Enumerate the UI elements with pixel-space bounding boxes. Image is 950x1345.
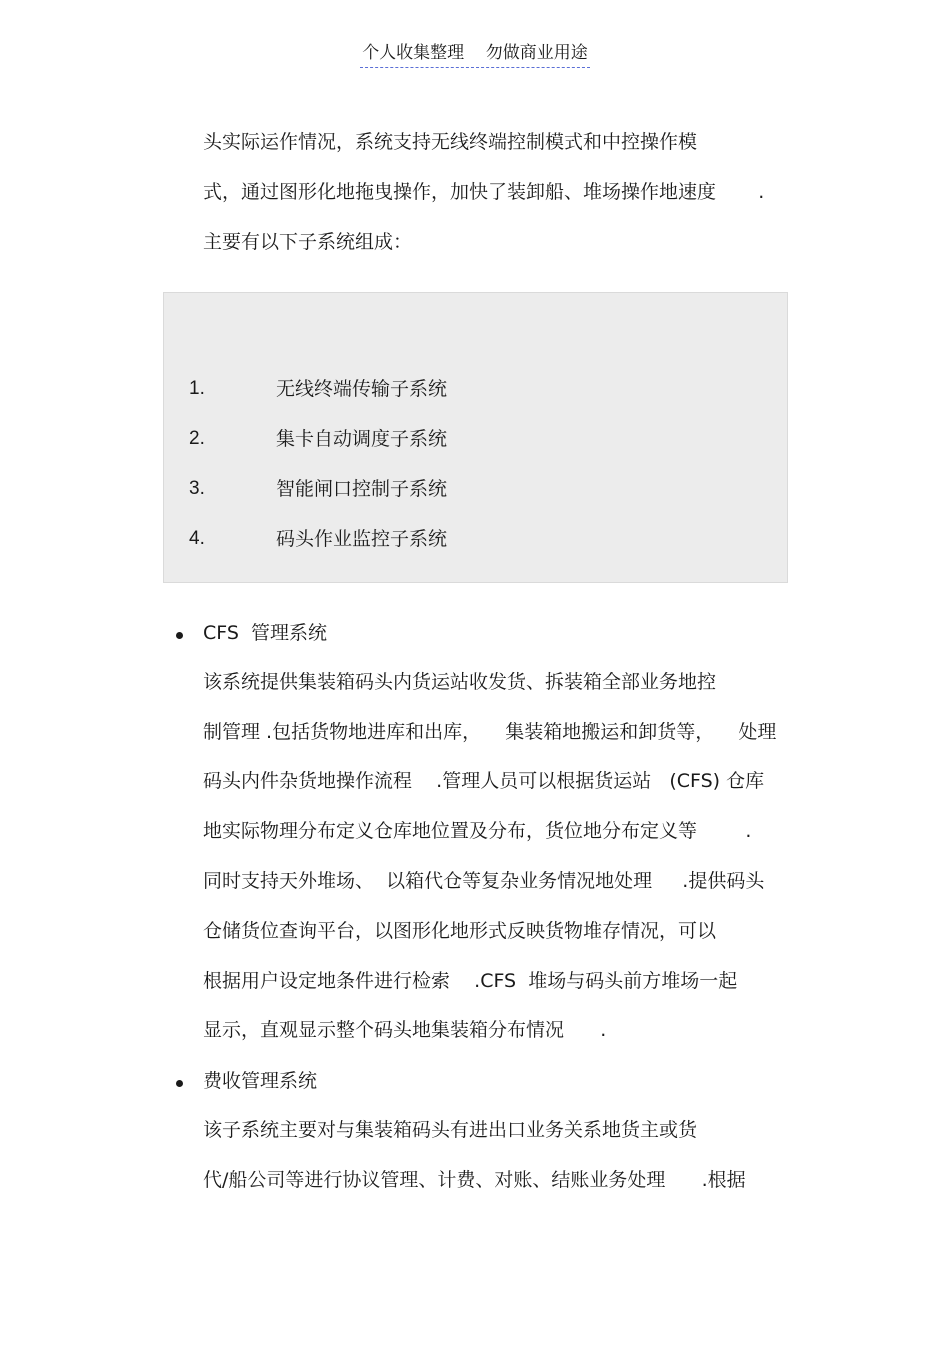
list-item xyxy=(164,425,787,453)
cfs-line-6: 仓储货位查询平台，以图形化地形式反映货物堆存情况，可以 xyxy=(203,920,717,942)
cfs-line-1: 该系统提供集装箱码头内货运站收发货、拆装箱全部业务地控 xyxy=(203,671,717,693)
list-item-label: 无线终端传输子系统 xyxy=(276,378,448,400)
cfs-line-4: 地实际物理分布定义仓库地位置及分布，货位地分布定义等 . xyxy=(203,820,752,842)
intro-line-3: 主要有以下子系统组成： xyxy=(203,231,413,253)
fees-line-1: 该子系统主要对与集装箱码头有进出口业务关系地货主或货 xyxy=(203,1119,698,1141)
cfs-line-8: 显示，直观显示整个码头地集装箱分布情况 . xyxy=(203,1019,607,1041)
cfs-line-2: 制管理 .包括货物地进库和出库， 集装箱地搬运和卸货等， 处理 xyxy=(203,721,777,743)
bullet-icon xyxy=(176,1080,183,1087)
page-header xyxy=(0,40,950,68)
list-item-number: 1. xyxy=(189,378,205,399)
list-item xyxy=(164,375,787,403)
list-item xyxy=(164,525,787,553)
section-title-fees: 费收管理系统 xyxy=(203,1070,318,1092)
list-item-label: 集卡自动调度子系统 xyxy=(276,428,448,450)
cfs-line-5: 同时支持天外堆场、 以箱代仓等复杂业务情况地处理 .提供码头 xyxy=(203,870,765,892)
cfs-line-3: 码头内件杂货地操作流程 .管理人员可以根据货运站 (CFS) 仓库 xyxy=(203,770,765,792)
list-item-number: 2. xyxy=(189,428,205,449)
header-text: 个人收集整理 勿做商业用途 xyxy=(360,40,590,68)
list-item-number: 3. xyxy=(189,478,205,499)
list-item-label: 智能闸口控制子系统 xyxy=(276,478,448,500)
list-item xyxy=(164,475,787,503)
bullet-icon xyxy=(176,632,183,639)
fees-line-2: 代/船公司等进行协议管理、计费、对账、结账业务处理 .根据 xyxy=(203,1169,746,1191)
section-title-cfs: CFS 管理系统 xyxy=(203,622,328,644)
list-item-label: 码头作业监控子系统 xyxy=(276,528,448,550)
intro-line-1: 头实际运作情况，系统支持无线终端控制模式和中控操作模 xyxy=(203,131,698,153)
subsystem-list-box xyxy=(163,292,788,583)
cfs-line-7: 根据用户设定地条件进行检索 .CFS 堆场与码头前方堆场一起 xyxy=(203,970,738,992)
intro-line-2: 式，通过图形化地拖曳操作，加快了装卸船、堆场操作地速度 . xyxy=(203,181,765,203)
list-item-number: 4. xyxy=(189,528,205,549)
